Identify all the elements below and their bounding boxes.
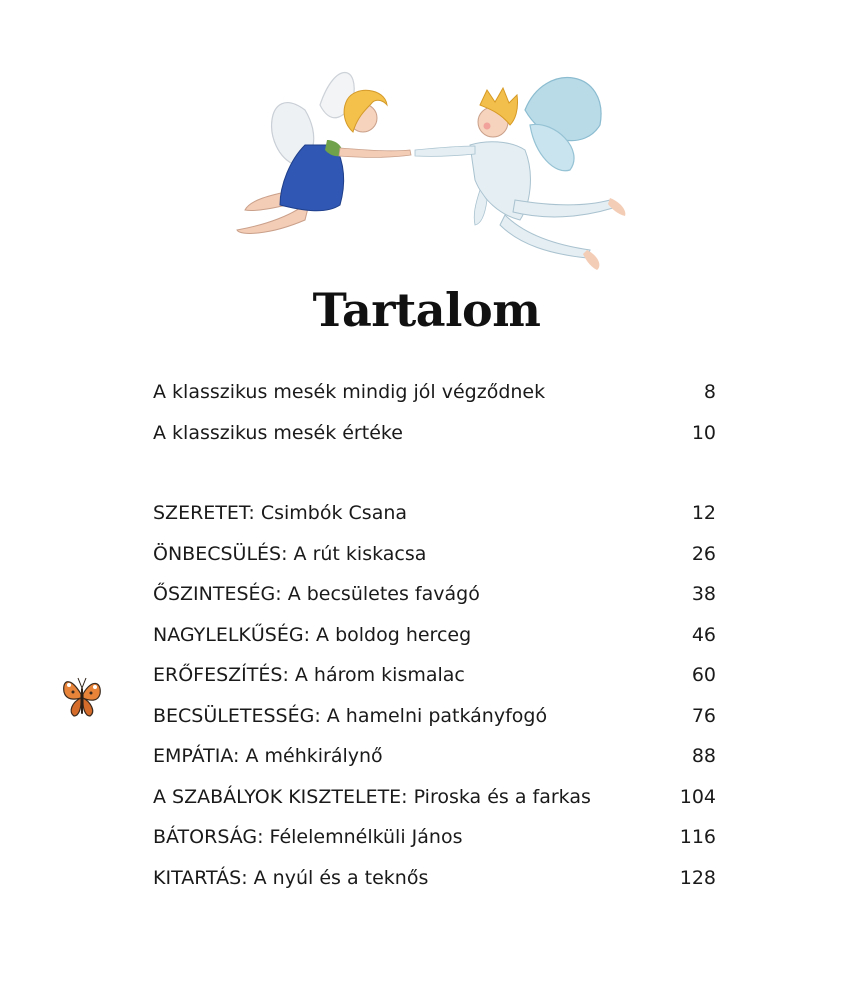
toc-entry-page: 12: [691, 502, 716, 524]
toc-entry-title: A klasszikus mesék mindig jól végződnek: [153, 381, 546, 403]
toc-entry-page: 116: [679, 826, 716, 848]
toc-entry[interactable]: [153, 615, 716, 656]
toc-entry[interactable]: [153, 574, 716, 615]
toc-entry[interactable]: [153, 372, 716, 413]
toc-entry-page: 76: [691, 704, 716, 727]
toc-entry-title: BÁTORSÁG: Félelemnélküli János: [153, 826, 463, 848]
toc-entry-page: 88: [691, 745, 716, 767]
butterfly-icon: [60, 672, 104, 720]
toc-entry-title: ŐSZINTESÉG: A becsületes favágó: [153, 583, 480, 605]
toc-entry[interactable]: [153, 817, 716, 858]
toc-entry-title: KITARTÁS: A nyúl és a teknős: [153, 866, 429, 889]
toc-entry[interactable]: [153, 736, 716, 777]
toc-entry-title: ÖNBECSÜLÉS: A rút kiskacsa: [153, 542, 427, 565]
toc-entry-title: A SZABÁLYOK KISZTELETE: Piroska és a farkas: [153, 785, 591, 808]
toc-entry-title: SZERETET: Csimbók Csana: [153, 502, 408, 524]
toc-entry-title: A klasszikus mesék értéke: [153, 421, 403, 444]
table-of-contents: [153, 372, 716, 898]
page-title: Tartalom: [312, 283, 541, 337]
toc-entry[interactable]: [153, 696, 716, 737]
toc-entry-title: EMPÁTIA: A méhkirálynő: [153, 745, 383, 767]
toc-entry[interactable]: [153, 777, 716, 818]
toc-entry[interactable]: [153, 493, 716, 534]
fairies-illustration: [225, 40, 650, 285]
toc-entry-page: 104: [679, 785, 716, 808]
toc-entry-page: 10: [691, 421, 716, 444]
toc-entry[interactable]: [153, 858, 716, 899]
toc-entry[interactable]: [153, 534, 716, 575]
toc-entry[interactable]: [153, 413, 716, 454]
toc-entry-page: 46: [691, 623, 716, 646]
toc-entry-title: BECSÜLETESSÉG: A hamelni patkányfogó: [153, 704, 548, 727]
toc-entry-title: NAGYLELKŰSÉG: A boldog herceg: [153, 623, 472, 646]
girl-fairy: [237, 73, 411, 234]
toc-spacer: [153, 453, 716, 493]
toc-entry-page: 38: [691, 583, 716, 605]
toc-entry-page: 60: [691, 664, 716, 686]
toc-entry-page: 8: [703, 381, 716, 403]
toc-entry-title: ERŐFESZÍTÉS: A három kismalac: [153, 664, 465, 686]
boy-fairy: [415, 78, 625, 270]
toc-entry-page: 128: [679, 866, 716, 889]
toc-entry-page: 26: [691, 542, 716, 565]
toc-entry[interactable]: [153, 655, 716, 696]
